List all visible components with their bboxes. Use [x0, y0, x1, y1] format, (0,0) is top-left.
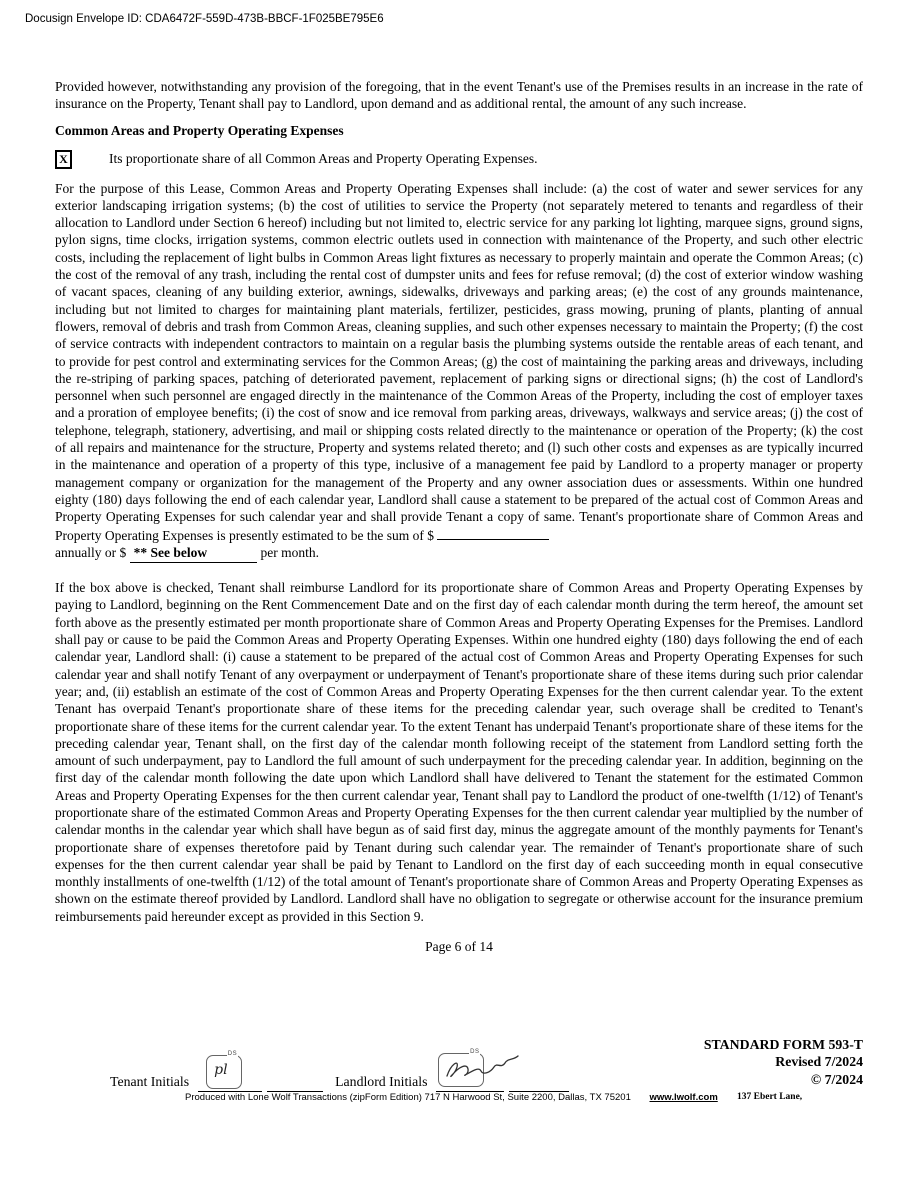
section-heading: Common Areas and Property Operating Expenses [55, 122, 344, 138]
tenant-initials-label: Tenant Initials [110, 1074, 190, 1089]
annually-or-text: annually or $ [55, 544, 127, 560]
landlord-initials-line-2[interactable] [509, 1067, 569, 1092]
lwolf-link[interactable]: www.lwolf.com [649, 1092, 718, 1103]
per-month-text: per month. [260, 544, 319, 560]
landlord-initials-stamp[interactable] [438, 1049, 484, 1087]
property-reference: 137 Ebert Lane, [737, 1092, 803, 1102]
docusign-envelope-id: Docusign Envelope ID: CDA6472F-559D-473B-BBCF-1F025BE795E6 [25, 13, 384, 25]
proportionate-share-option [55, 150, 863, 169]
expenses-definition-text: For the purpose of this Lease, Common Areas and Property Operating Expenses shall include: (a) the cost of water and sewer services for any exterior landscaping irrigation systems; (b) the cost of utilities to service the Property (not separately metered to tenants and regardless of their allocation to Landlord under Section 6 hereof) including but not limited to, electric service for any parking lot lighting, marquee signs, ground signs, pylon signs, time clocks, irrigation systems, common electric outlets used in connection with maintenance of the Property, and such other electric costs, including the replacement of light bulbs in Common Areas light fixtures as necessary to properly maintain and operate the Common Areas; (c) the cost of the removal of any trash, including the rental cost of dumpster units and fees for refuse removal; (d) the cost of exterior window washing of vacant spaces, cleaning of any building exterior, awnings, sidewalks, driveways and parking areas; (e) the cost of any grounds maintenance, including but not limited to charges for maintaining plant materials, fertilizer, pesticides, grass mowing, pruning of plants, planting of annual flowers, removal of debris and trash from Common Areas, cleaning supplies, and such other expenses necessary to maintain the Property; (f) the cost of service contracts with independent contractors to maintain on a regular basis the plumbing systems outside the rentable areas of each tenant, and to provide for pest control and exterminating services for the Common Areas; (g) the cost of maintaining the parking areas and driveways, including the re-striping of parking spaces, patching of deteriorated pavement, replacement of parking signs or directional signs; (h) the cost of Landlord's personnel when such personnel are engaged directly in the maintenance of the Common Areas of the Property, including the cost of employer taxes and a proration of employee benefits; (i) the cost of snow and ice removal from parking areas, driveways, walkways and service areas; (j) the cost of telephone, telegraph, stationery, advertising, and mail or shipping costs related directly to the maintenance or operation of the Property; (k) the cost of all repairs and maintenance for the structure, Property and systems related thereto; and (l) such other costs and expenses as are typically incurred in the maintenance and operation of a property of this type, inclusive of a management fee paid by Landlord to a property manager or property management company or organization for the management of the Property and any owner association dues or assessments. Within one hundred eighty (180) days following the end of each calendar year, Landlord shall cause a statement to be prepared of the actual cost of Common Areas and Property Operating Expenses for such calendar year and shall provide Tenant a copy of same. Tenant's proportionate share of Common Areas and Property Operating Expenses is presently estimated to be the sum of $ [55, 180, 863, 543]
tenant-initials-line-2[interactable] [267, 1067, 323, 1092]
tenant-initials-value: pl [214, 1062, 228, 1078]
page-number: Page 6 of 14 [425, 939, 493, 955]
reimbursement-paragraph: If the box above is checked, Tenant shall reimburse Landlord for its proportionate share of Common Areas and Property Operating Expenses by paying to Landlord, beginning on the Rent Commencement Date and on the first day of each calendar month during the term hereof, the amount set forth above as the presently estimated per month proportionate share of Common Areas and Property Operating Expenses for the Premises. Landlord shall pay or cause to be paid the Common Areas and Property Operating Expenses. Within one hundred eighty (180) days following the end of each calendar year, Landlord shall: (i) cause a statement to be prepared of the actual cost of Common Areas and Property Operating Expenses for such calendar year and shall notify Tenant of any overpayment or underpayment of Tenant's proportionate share of these items during such prior calendar year; and, (ii) establish an estimate of the cost of Common Areas and Property Operating Expenses for the then current calendar year. To the extent Tenant has overpaid Tenant's proportionate share of these items for the preceding calendar year, such overage shall be credited to Tenant's proportionate share of these items for the current calendar year. To the extent Tenant has underpaid Tenant's proportionate share of these items for the preceding calendar year, Tenant shall, on the first day of the calendar month following receipt of the statement from Landlord setting forth the amount of such underpayment, pay to Landlord the full amount of such underpayment for the preceding calendar year. In addition, beginning on the first day of the calendar month following the date upon which Landlord shall have delivered to Tenant the statement for the estimated Common Areas and Property Operating Expenses for the then current calendar year, Tenant shall pay to Landlord the product of one-twelfth (1/12) of Tenant's proportionate share of the estimated Common Areas and Property Operating Expenses for the then current calendar year multiplied by the number of calendar months in the calendar year which shall have begun as of said first day, minus the aggregate amount of the monthly payments for Tenant's proportionate share of expenses theretofore paid by Tenant during such calendar year. The remainder of Tenant's proportionate share of such expenses for the then current calendar year shall be paid by Tenant to Landlord on the first day of each succeeding month in equal consecutive monthly installments of one-twelfth (1/12) of the total amount of Tenant's proportionate share of Common Areas and Property Operating Expenses as shown on the estimate thereof provided by Landlord. Landlord shall have no obligation to segregate or otherwise account for the insurance premium reimbursements paid hereunder except as provided in this Section 9. [55, 580, 863, 924]
tenant-initials-stamp[interactable] [206, 1051, 242, 1089]
checkbox-label: Its proportionate share of all Common Areas and Property Operating Expenses. [109, 151, 538, 167]
expenses-definition-paragraph [55, 180, 863, 564]
monthly-amount-value-field[interactable]: ** See below [130, 544, 258, 563]
annual-amount-blank-field[interactable] [437, 526, 549, 540]
tenant-initials-line-1[interactable] [198, 1051, 262, 1092]
insurance-increase-paragraph: Provided however, notwithstanding any provision of the foregoing, that in the event Tenant's use of the Premises results in an increase in the rate of insurance on the Property, Tenant shall pay to Landlord, upon demand and as additional rental, the amount of any such increase. [55, 79, 863, 112]
form-revised: Revised 7/2024 [775, 1054, 863, 1070]
form-identifier-block [704, 1036, 863, 1088]
form-copyright: © 7/2024 [810, 1071, 863, 1087]
docusign-stamp-label: DS [227, 1051, 238, 1057]
proportionate-share-checkbox[interactable]: X [55, 150, 72, 169]
landlord-initials-label: Landlord Initials [335, 1074, 428, 1089]
docusign-stamp-label: DS [470, 1049, 480, 1055]
landlord-initials-line-1[interactable] [436, 1049, 504, 1092]
produced-by-text: Produced with Lone Wolf Transactions (zipForm Edition) 717 N Harwood St, Suite 2200, Dallas, TX 75201 [185, 1092, 631, 1103]
initials-row [110, 1049, 569, 1092]
form-name: STANDARD FORM 593-T [703, 1037, 863, 1052]
monthly-amount-line [55, 544, 863, 563]
document-body [55, 78, 863, 955]
produced-by-line [185, 1092, 718, 1103]
